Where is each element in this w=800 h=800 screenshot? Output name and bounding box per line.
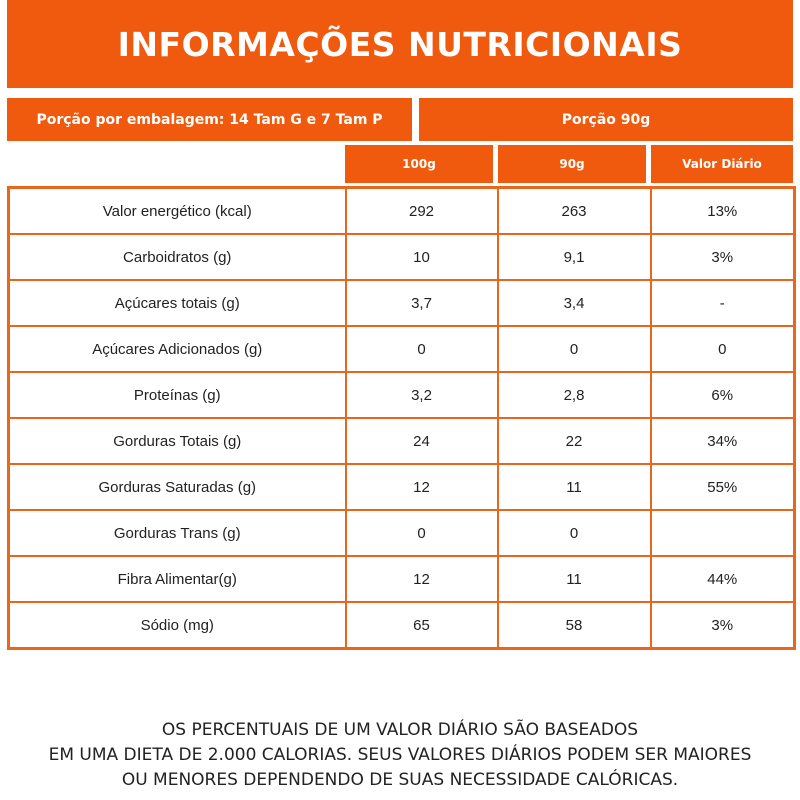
nutrient-name: Açúcares Adicionados (g) (9, 326, 346, 372)
nutrient-name: Valor energético (kcal) (9, 188, 346, 235)
table-row (9, 510, 795, 556)
nutrient-name: Proteínas (g) (9, 372, 346, 418)
value-per-90g: 11 (498, 556, 651, 602)
page-title: INFORMAÇÕES NUTRICIONAIS (117, 24, 683, 64)
daily-value: 55% (651, 464, 795, 510)
value-per-100g: 3,7 (346, 280, 498, 326)
column-header-90g: 90g (498, 145, 646, 183)
value-per-90g: 0 (498, 326, 651, 372)
daily-value (651, 510, 795, 556)
value-per-90g: 11 (498, 464, 651, 510)
value-per-100g: 12 (346, 464, 498, 510)
disclaimer-line: EM UMA DIETA DE 2.000 CALORIAS. SEUS VALORES DIÁRIOS PODEM SER MAIORES (48, 745, 752, 765)
value-per-90g: 3,4 (498, 280, 651, 326)
nutrient-name: Açúcares totais (g) (9, 280, 346, 326)
nutrient-name: Gorduras Totais (g) (9, 418, 346, 464)
column-header-100g: 100g (345, 145, 493, 183)
value-per-100g: 12 (346, 556, 498, 602)
value-per-90g: 22 (498, 418, 651, 464)
column-header-daily-value: Valor Diário (651, 145, 793, 183)
value-per-90g: 263 (498, 188, 651, 235)
daily-value: 6% (651, 372, 795, 418)
value-per-90g: 9,1 (498, 234, 651, 280)
table-row (9, 326, 795, 372)
daily-value: 34% (651, 418, 795, 464)
daily-value-disclaimer (0, 718, 800, 793)
value-per-100g: 10 (346, 234, 498, 280)
value-per-90g: 58 (498, 602, 651, 649)
servings-per-package-label: Porção por embalagem: 14 Tam G e 7 Tam P (7, 98, 412, 141)
title-banner (7, 0, 793, 88)
daily-value: 3% (651, 602, 795, 649)
nutrient-name: Gorduras Saturadas (g) (9, 464, 346, 510)
daily-value: 0 (651, 326, 795, 372)
daily-value: 13% (651, 188, 795, 235)
value-per-90g: 0 (498, 510, 651, 556)
nutrient-name: Gorduras Trans (g) (9, 510, 346, 556)
value-per-100g: 3,2 (346, 372, 498, 418)
disclaimer-line: OU MENORES DEPENDENDO DE SUAS NECESSIDADE CALÓRICAS. (121, 770, 679, 790)
value-per-100g: 24 (346, 418, 498, 464)
portion-size-label: Porção 90g (419, 98, 793, 141)
daily-value: 3% (651, 234, 795, 280)
table-row (9, 280, 795, 326)
daily-value: 44% (651, 556, 795, 602)
value-per-100g: 0 (346, 510, 498, 556)
disclaimer-line: OS PERCENTUAIS DE UM VALOR DIÁRIO SÃO BASEADOS (161, 720, 639, 740)
table-row (9, 464, 795, 510)
table-row (9, 234, 795, 280)
table-row (9, 188, 795, 235)
value-per-100g: 292 (346, 188, 498, 235)
nutrition-table (7, 186, 796, 650)
nutrient-name: Fibra Alimentar(g) (9, 556, 346, 602)
value-per-90g: 2,8 (498, 372, 651, 418)
table-row (9, 372, 795, 418)
table-row (9, 602, 795, 649)
value-per-100g: 0 (346, 326, 498, 372)
nutrient-name: Carboidratos (g) (9, 234, 346, 280)
value-per-100g: 65 (346, 602, 498, 649)
daily-value: - (651, 280, 795, 326)
nutrient-name: Sódio (mg) (9, 602, 346, 649)
table-row (9, 556, 795, 602)
table-row (9, 418, 795, 464)
